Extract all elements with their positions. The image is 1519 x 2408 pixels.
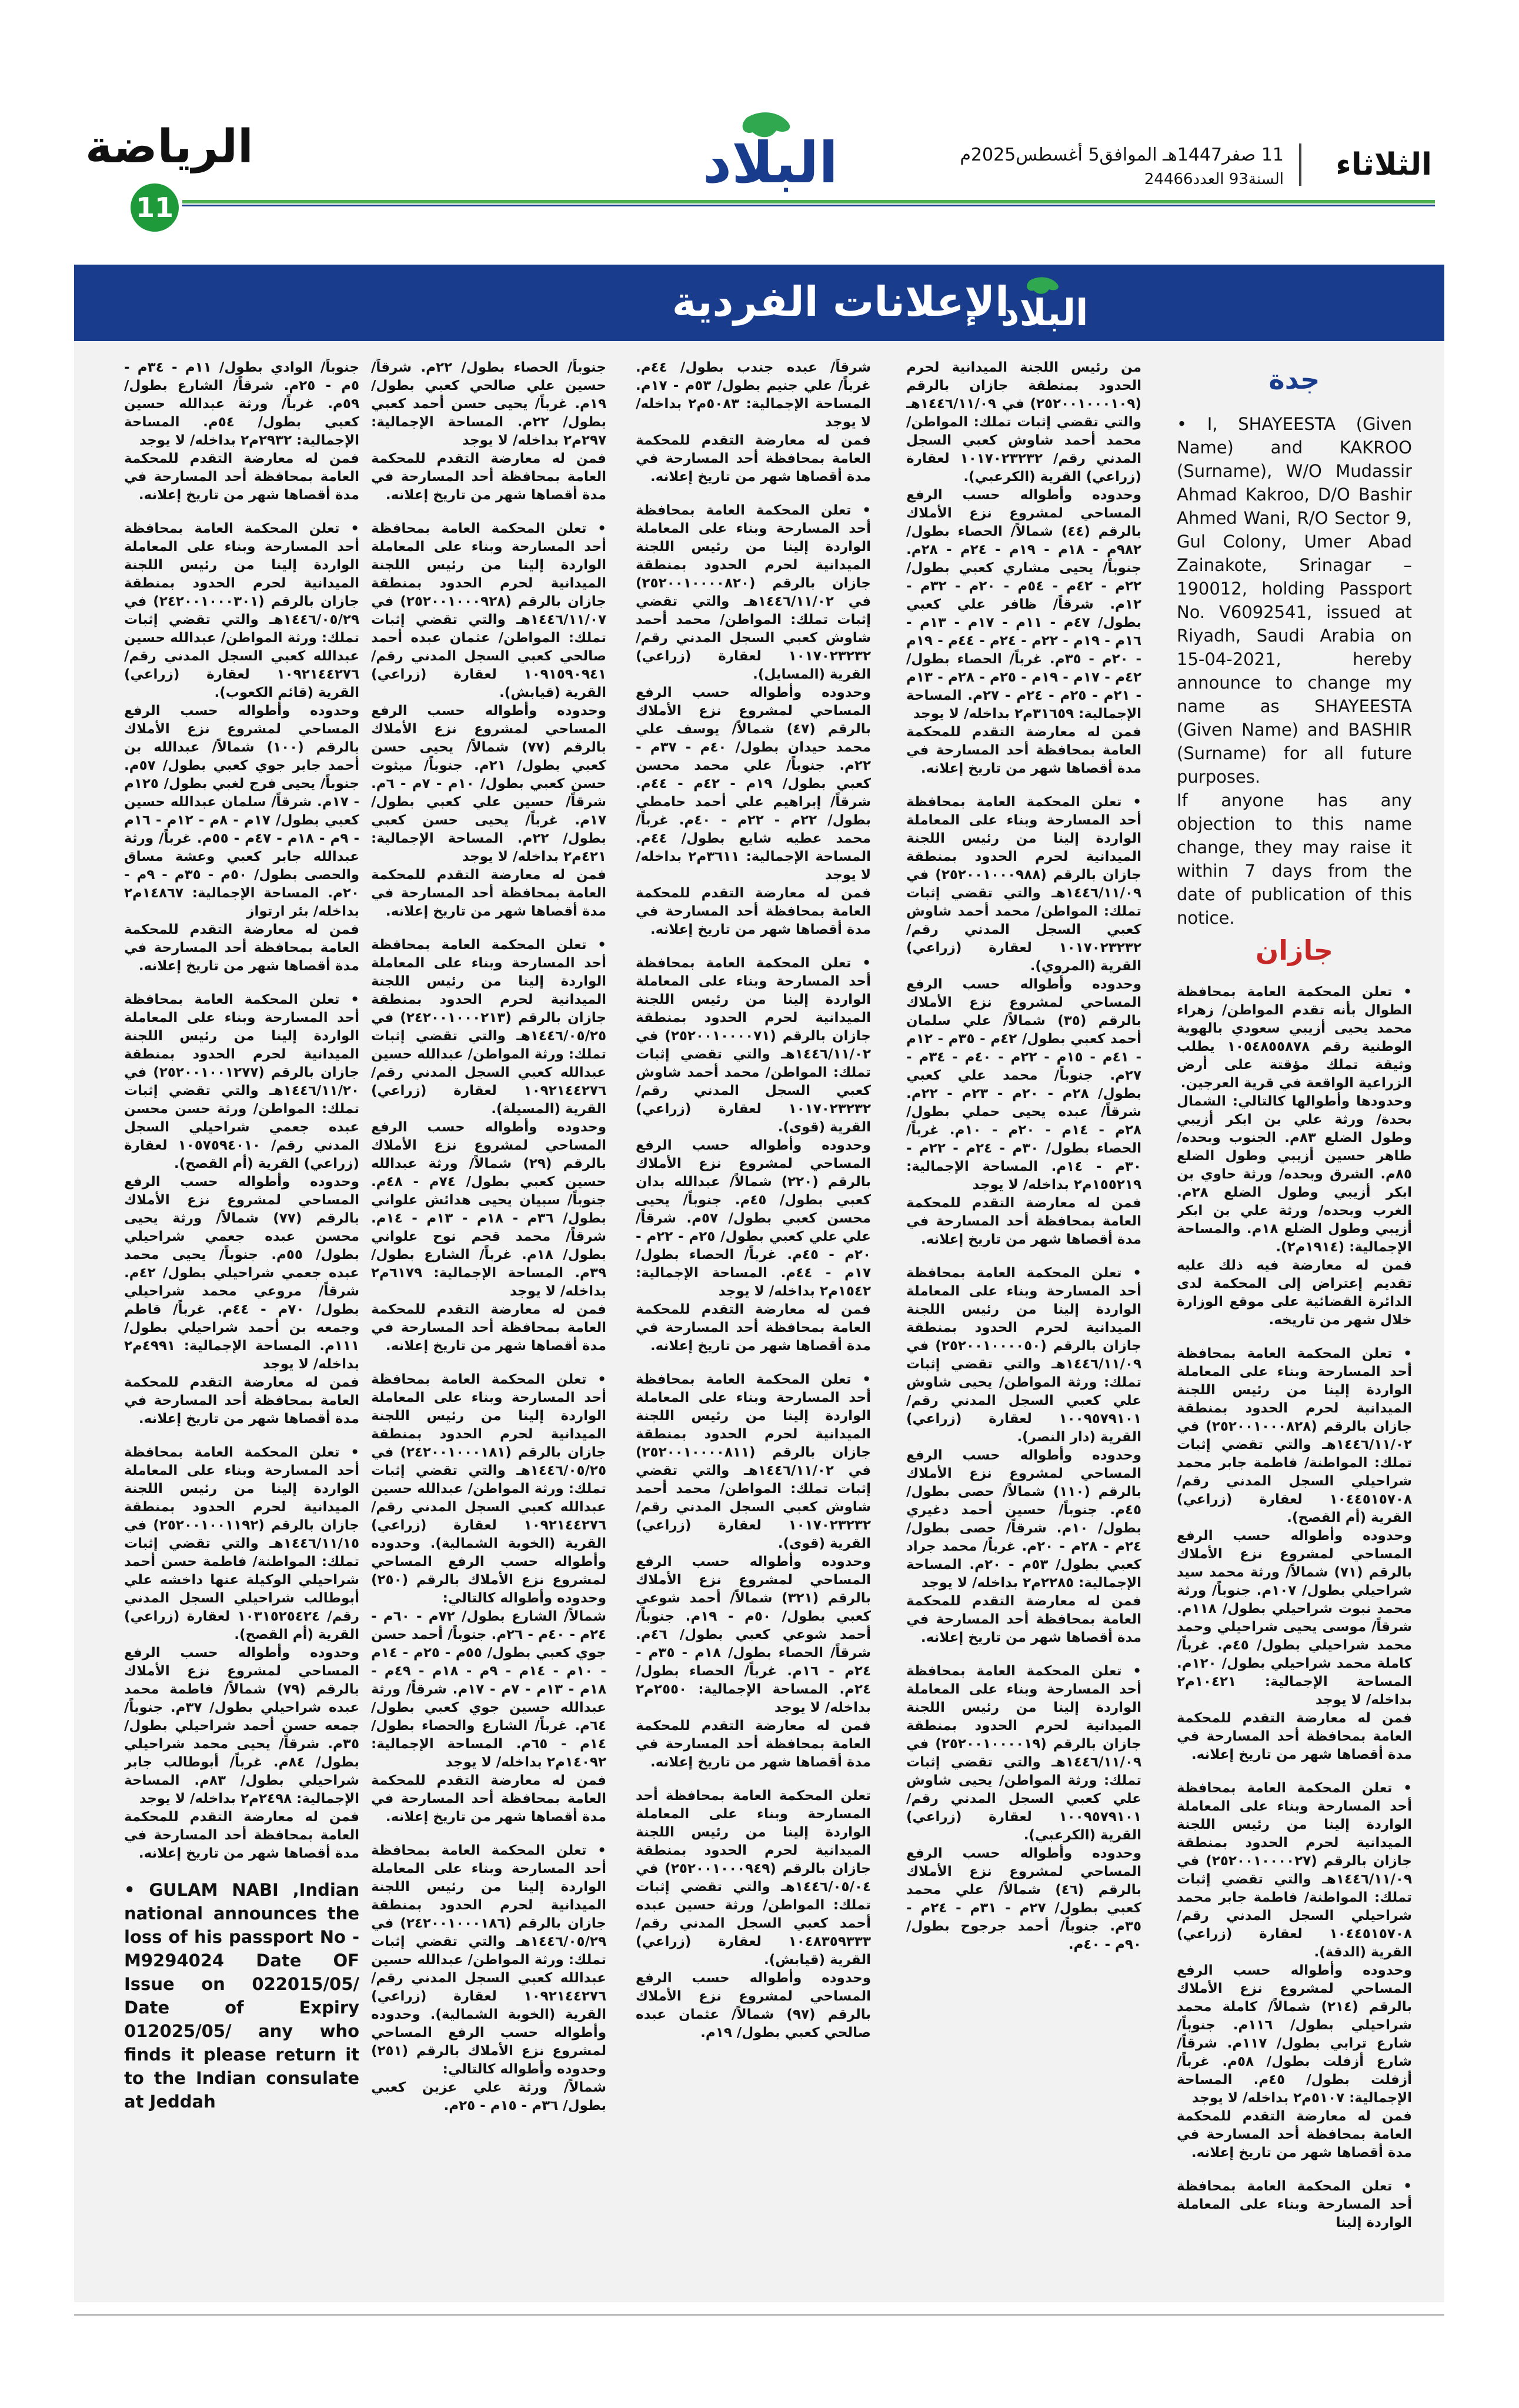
logo-text: البلاد [702, 130, 839, 194]
spacer [124, 505, 359, 520]
notice-text: فمن له معارضة التقدم للمحكمة العامة بمحافظة أحد المسارحة في مدة أقصاها شهر من تاريخ إعلانه. [1177, 1711, 1412, 1762]
notice-text: • تعلن المحكمة العامة بمحافظة أحد المسارحة وبناء على المعاملة الواردة إلينا من رئيس اللجنة الميدانية لحرم الحدود بمنطقة جازان بالرقم (٢٤٢٠٠١٠٠٠٢١٣) في ١٤٤٦/٠٥/٢٥هـ والتي تقضي إثبات تملك: ورثة المواطن/ عبدالله حسين عبدالله كعبي السجل المدني رقم/ ١٠٩٢١٤٤٢٧٦ لعقارة (زراعي) القرية (المسيلة). [371, 937, 606, 1117]
notice-text: وحدوده وأطواله حسب الرفع المساحي لمشروع نزع الأملاك بالرقم (٢١٤) شمالاً/ كاملة محمد شراحيلي بطول/ ١١٦م. جنوباً/ شارع ترابي بطول/ ١١٧م. شرقاً/ شارع أزفلت بطول/ ٥٨م. غرباً/ أزفلت بطول/ ٤٥م. المساحة الإجمالية: ٥١٠٧م٢ بداخله/ لا يوجد [1177, 1963, 1412, 2106]
spacer [124, 1863, 359, 1878]
spacer [124, 1428, 359, 1444]
notice-text: • تعلن المحكمة العامة بمحافظة أحد المسارحة وبناء على المعاملة الواردة إلينا [1177, 2179, 1412, 2230]
notice-text: فمن له معارضة التقدم للمحكمة العامة بمحافظة أحد المسارحة في مدة أقصاها شهر من تاريخ إعلانه. [906, 724, 1141, 776]
notice-text: فمن له معارضة التقدم للمحكمة العامة بمحافظة أحد المسارحة في مدة أقصاها شهر من تاريخ إعلانه. [371, 1773, 606, 1825]
notice-text: فمن له معارضة التقدم للمحكمة العامة بمحافظة أحد المسارحة في مدة أقصاها شهر من تاريخ إعلانه. [124, 1809, 359, 1861]
notice-text: فمن له معارضة التقدم للمحكمة العامة بمحافظة أحد المسارحة في مدة أقصاها شهر من تاريخ إعلانه. [371, 867, 606, 919]
page-number-badge: 11 [131, 183, 179, 232]
name-change-objection: If anyone has any objection to this name change, they may raise it within 7 days from the date of publication of this notice. [1177, 790, 1412, 928]
notice-text: • تعلن المحكمة العامة بمحافظة أحد المسارحة وبناء على المعاملة الواردة إلينا من رئيس اللجنة الميدانية لحرم الحدود بمنطقة جازان بالرقم (٢٥٢٠٠١٠٠٠٠٧١) في ١٤٤٦/١١/٠٢هـ والتي تقضي إثبات تملك: المواطن/ محمد أحمد شاوش كعبي السجل المدني رقم/ ١٠١٧٠٢٣٢٣٢ لعقارة (زراعي) القرية (قوى). [636, 956, 871, 1135]
notice-text: شرقاً/ عبده جندب بطول/ ٤٤م. غرباً/ علي جنيم بطول/ ٥٣م - ١٧م. المساحة الإجمالية: ٥٠٨٣م٢ بداخله/ لا يوجد [636, 360, 871, 430]
notice-text: فمن له معارضة التقدم للمحكمة العامة بمحافظة أحد المسارحة في مدة أقصاها شهر من تاريخ إعلانه. [371, 1302, 606, 1354]
spacer [636, 939, 871, 954]
column-3 [636, 359, 871, 2299]
classifieds-content [74, 341, 1444, 2302]
notice-text: فمن له معارضة التقدم للمحكمة العامة بمحافظة أحد المسارحة في مدة أقصاها شهر من تاريخ إعلانه. [371, 451, 606, 503]
issue-day: الثلاثاء [1336, 147, 1432, 182]
notice-text: • تعلن المحكمة العامة بمحافظة أحد المسارحة وبناء على المعاملة الواردة إلينا من رئيس اللجنة الميدانية لحرم الحدود بمنطقة جازان بالرقم (٢٤٢٠٠١٠٠٠٣٠١) في ١٤٤٦/٠٥/٢٩هـ والتي تقضي إثبات تملك: ورثة المواطن/ عبدالله حسين عبدالله كعبي السجل المدني رقم/ ١٠٩٢١٤٤٢٧٦ لعقارة (زراعي) القرية (قائم الكعوب). [124, 521, 359, 700]
spacer [1177, 2162, 1412, 2177]
notice-text: • تعلن المحكمة العامة بمحافظة أحد المسارحة وبناء على المعاملة الواردة إلينا من رئيس اللجنة الميدانية لحرم الحدود بمنطقة جازان بالرقم (٢٤٢٠٠١٠٠٠١٨٦) في ١٤٤٦/٠٥/٢٩هـ والتي تقضي إثبات تملك: ورثة المواطن/ عبدالله حسين عبدالله كعبي السجل المدني رقم/ ١٠٩٢١٤٤٢٧٦ لعقارة (زراعي) القرية (الخوبة الشمالية). وحدوده وأطواله حسب الرفع المساحي لمشروع نزع الأملاك بالرقم (٢٥١) وحدوده وأطواله كالتالي: [371, 1843, 606, 2077]
notice-text: شمالاً/ الشارع بطول/ ٧٢م - ٦٠م - ٢٤م - ٤٠م - ٢٦م. جنوباً/ أحمد حسن جوي كعبي بطول/ ٥٥م - ٢٥م - ١٤م - ١٠م - ١٤م - ٩م - ١٨م - ٤٩م - ١٨م - ١٣م - ٧م - ١٧م. شرقاً/ ورثة عبدالله حسين جوي كعبي بطول/ ٦٤م. غرباً/ الشارع والحصاء بطول/ ١٤م - ٦٥م. المساحة الإجمالية: ١٤٠٩٢م٢ بداخله/ لا يوجد [371, 1609, 606, 1770]
notice-text: • تعلن المحكمة العامة بمحافظة أحد المسارحة وبناء على المعاملة الواردة إلينا من رئيس اللجنة الميدانية لحرم الحدود بمنطقة جازان بالرقم (٢٥٢٠٠١٠٠٠٨٢٨) في ١٤٤٦/١١/٠٢هـ والتي تقضي إثبات تملك: المواطنة/ فاطمة جابر محمد شراحيلي السجل المدني رقم/ ١٠٤٤٥١٥٧٠٨ لعقارة (زراعي) القرية (أم القصح). [1177, 1346, 1412, 1525]
name-change-notice: • I, SHAYEESTA (Given Name) and KAKROO (Surname), W/O Mudassir Ahmad Kakroo, D/O Bashir Ahmed Wani, R/O Sector 9, Gul Colony, Umer Abad Zainakote, Srinagar – 190012, holding Passport No. V6092541, issued at Riyadh, Saudi Arabia on 15-04-2021, hereby announce to change my name as SHAYEESTA (Given Name) and BASHIR (Surname) for all future purposes. [1177, 414, 1412, 787]
notice-text: • تعلن المحكمة العامة بمحافظة أحد المسارحة وبناء على المعاملة الواردة إلينا من رئيس اللجنة الميدانية لحرم الحدود بمنطقة جازان بالرقم (٢٥٢٠٠١٠٠٠٠١٩) في ١٤٤٦/١١/٠٩هـ والتي تقضي إثبات تملك: ورثة المواطن/ يحيى شاوش علي كعبي السجل المدني رقم/ ١٠٠٩٥٧٩١٠١ لعقارة (زراعي) القرية (الكرعبي). [906, 1664, 1141, 1843]
classifieds-banner [74, 265, 1444, 341]
notice-text: فمن له معارضة التقدم للمحكمة العامة بمحافظة أحد المسارحة في مدة أقصاها شهر من تاريخ إعلانه. [124, 451, 359, 503]
column-4 [371, 359, 606, 2299]
notice-text: وحدوده وأطواله حسب الرفع المساحي لمشروع نزع الأملاك بالرقم (٧٧) شمالاً/ يحيى حسن كعبي بطول/ ٢١م. جنوباً/ ميثوت حسن كعبي بطول/ ١٠م - ٧م - ٦م. شرقاً/ حسين علي كعبي بطول/ ١٧م. غرباً/ يحيى حسن كعبي بطول/ ٢٢م. المساحة الإجمالية: ٤٢١م٢ بداخله/ لا يوجد [371, 703, 606, 864]
banner-title: الإعلانات الفردية [672, 278, 1009, 326]
notice-text: وحدوده وأطواله حسب الرفع المساحي لمشروع نزع الأملاك بالرقم (٧١) شمالاً/ ورثة محمد سيد شراحيلي بطول/ ١٠٧م. جنوباً/ ورثة محمد نبوت شراحيلي بطول/ ١١٨م. شرقاً/ موسى يحيى شراحيلي وحمد محمد شراحيلي بطول/ ٤٥م. غرباً/ كاملة محمد شراحيلي بطول/ ١٢٠م. المساحة الإجمالية: ١٠٤٢١م٢ بداخله/ لا يوجد [1177, 1528, 1412, 1708]
notice-text: وحدوده وأطواله حسب الرفع المساحي لمشروع نزع الأملاك بالرقم (٧٩) شمالاً/ فاطمة محمد عبده شراحيلي بطول/ ٣٧م. جنوباً/ جمعه حسن أحمد شراحيلي بطول/ ٣٥م. شرقاً/ يحيى محمد شراحيلي بطول/ ٨٤م. غرباً/ أبوطالب جابر شراحيلي بطول/ ٨٣م. المساحة الإجمالية: ٢٤٩٨م٢ بداخله/ لا يوجد [124, 1645, 359, 1806]
spacer [906, 1647, 1141, 1662]
notice-text: وحدوده وأطواله حسب الرفع المساحي لمشروع نزع الأملاك بالرقم (٤٦) شمالاً/ علي محمد كعبي بطول/ ٢٧م - ٣١م - ٢٤م - ٣٥م. جنوباً/ أحمد جرجوح بطول/ ٩٠م - ٤٠م. [906, 1846, 1141, 1952]
notice-text: وحدوده وأطواله حسب الرفع المساحي لمشروع نزع الأملاك بالرقم (٢٩) شمالاً/ ورثة عبدالله حسين كعبي بطول/ ٧٤م - ٤٨م. جنوباً/ سبيان يحيى هدائش علواني بطول/ ٣٦م - ١٨م - ١٣م - ١٤م. شرقاً/ محمد قحم نوح علواني بطول/ ١٨م. غرباً/ الشارع بطول/ ٣٩م. المساحة الإجمالية: ٦١٧٩م٢ بداخله/ لا يوجد [371, 1120, 606, 1299]
notice-text: فمن له معارضة التقدم للمحكمة العامة بمحافظة أحد المسارحة في مدة أقصاها شهر من تاريخ إعلانه. [636, 433, 871, 485]
notice-text: جنوباً/ الوادي بطول/ ١١م - ٣٤م - ٥م - ٢٥م. شرقاً/ الشارع بطول/ ٥٩م. غرباً/ ورثة عبدالله حسين كعبي بطول/ ٥٤م. المساحة الإجمالية: ٢٩٣٢م٢ بداخله/ لا يوجد [124, 360, 359, 448]
spacer [906, 1249, 1141, 1264]
notice-text: وحدوده وأطواله حسب الرفع المساحي لمشروع نزع الأملاك بالرقم (٢٢٠) شمالاً/ عبدالله بدان كعبي بطول/ ٤٥م. جنوباً/ يحيى محسن كعبي بطول/ ٥٧م. شرقاً/ علي علي كعبي بطول/ ٢٥م - ٢٢م - ٢٠م - ٤٥م. غرباً/ الحصاء بطول/ ١٧م - ٤٤م. المساحة الإجمالية: ١٥٤٢م٢ بداخله/ لا يوجد [636, 1138, 871, 1299]
spacer [1177, 1330, 1412, 1345]
spacer [636, 1772, 871, 1787]
column-2 [906, 359, 1141, 2299]
notice-text: جنوباً/ الحصاء بطول/ ٢٢م. شرقاً/ حسين علي صالحي كعبي بطول/ ١٩م. غرباً/ يحيى حسن أحمد كعبي بطول/ ٢٢م. المساحة الإجمالية: ٢٩٧م٢ بداخله/ لا يوجد [371, 360, 606, 448]
notice-text: فمن له معارضة التقدم للمحكمة العامة بمحافظة أحد المسارحة في مدة أقصاها شهر من تاريخ إعلانه. [906, 1594, 1141, 1645]
notice-text: فمن له معارضة التقدم للمحكمة العامة بمحافظة أحد المسارحة في مدة أقصاها شهر من تاريخ إعلانه. [636, 1302, 871, 1354]
notice-text: فمن له معارضة فيه ذلك عليه تقديم إعتراض إلى المحكمة لدى الدائرة القضائية على موقع الوزارة خلال شهر من تاريخه. [1177, 1258, 1412, 1328]
notice-text: من رئيس اللجنة الميدانية لحرم الحدود بمنطقة جازان بالرقم (٢٥٢٠٠١٠٠٠١٠٩) في ١٤٤٦/١١/٠٩هـ والتي تقضي إثبات تملك: المواطن/ محمد أحمد شاوش كعبي السجل المدني رقم/ ١٠١٧٠٢٣٢٣٢ لعقارة (زراعي) القرية (الكرعبي). [906, 360, 1141, 485]
spacer [636, 486, 871, 502]
issue-number: السنة93 العدد24466 [1144, 171, 1284, 188]
notice-text: وحدوده وأطواله حسب الرفع المساحي لمشروع نزع الأملاك بالرقم (٤٤) شمالاً/ الحصاء بطول/ ٩٨٢م - ١٨م - ١٩م - ٢٤م - ٢٨م. جنوباً/ يحيى مشاري كعبي بطول/ ٢٢م - ٤٢م - ٥٤م - ٢٠م - ٣٢م - ١٢م. شرقاً/ ظافر علي كعبي بطول/ ٤٧م - ١١م - ١٧م - ١٣م - ١٦م - ١٩م - ٢٢م - ٢٤م - ٤٤م - ١٩م - ٢٠م - ٣٥م. غرباً/ الحصاء بطول/ ٤٢م - ١٧م - ١٩م - ٢٥م - ٢٨م - ١٣م - ٢١م - ٢٥م - ٢٤م - ٢٧م. المساحة الإجمالية: ٣١٦٥٩م٢ بداخله/ لا يوجد [906, 487, 1141, 722]
notice-text: فمن له معارضة التقدم للمحكمة العامة بمحافظة أحد المسارحة في مدة أقصاها شهر من تاريخ إعلانه. [124, 922, 359, 974]
notice-text: شمالاً/ ورثة علي عزين كعبي بطول/ ٣٦م - ١٥م - ٢٥م. [371, 2080, 606, 2113]
notice-text: • تعلن المحكمة العامة بمحافظة أحد المسارحة وبناء على المعاملة الواردة إلينا من رئيس اللجنة الميدانية لحرم الحدود بمنطقة جازان بالرقم (٢٥٢٠٠١٠٠٠٠٨١١) في ١٤٤٦/١١/٠٢هـ والتي تقضي إثبات تملك: المواطن/ محمد أحمد شاوش كعبي السجل المدني رقم/ ١٠١٧٠٢٣٢٣٢ لعقارة (زراعي) القرية (قوى). [636, 1372, 871, 1551]
spacer [371, 505, 606, 520]
city-heading-jeddah: جدة [1268, 363, 1320, 395]
notice-text: وحدوده وأطواله حسب الرفع المساحي لمشروع نزع الأملاك بالرقم (٧٧) شمالاً/ ورثة يحيى محسن عبده جعمي شراحيلي بطول/ ٥٥م. جنوباً/ يحيى محمد عبده جعمي شراحيلي بطول/ ٤٢م. شرقاً/ مروعي محمد شراحيلي بطول/ ٧٠م - ٤٤م. غرباً/ قاطم وجمعه بن أحمد شراحيلي بطول/ ١١١م. المساحة الإجمالية: ٤٩٩١م٢ بداخله/ لا يوجد [124, 1174, 359, 1372]
notice-text: فمن له معارضة التقدم للمحكمة العامة بمحافظة أحد المسارحة في مدة أقصاها شهر من تاريخ إعلانه. [636, 886, 871, 937]
banner-logo-text: البلاد [1000, 291, 1089, 332]
notice-text: وحدوده وأطواله حسب الرفع المساحي لمشروع نزع الأملاك بالرقم (٤٧) شمالاً/ يوسف علي محمد حيدان بطول/ ٤٠م - ٣٧م - ٢٢م. جنوباً/ علي محمد محسن كعبي بطول/ ١٩م - ٤٢م - ٤٤م. شرقاً/ إبراهيم علي أحمد حامطي بطول/ ٢٢م - ٢٢م - ٤٠م. غرباً/ محمد عطيه شايع بطول/ ٤٤م. المساحة الإجمالية: ٣٦١١م٢ بداخله/ لا يوجد [636, 685, 871, 883]
spacer [1177, 1764, 1412, 1779]
lost-passport-notice: • GULAM NABI ,Indian national announces the loss of his passport No - M9294024 Date OF Issue on 022015/05/ Date of Expiry 012025/05/ any who finds it please return it to the Indian consulate at Jeddah [124, 1880, 359, 2112]
spacer [906, 778, 1141, 793]
masthead-rule-green [182, 200, 1435, 203]
notice-text: • تعلن المحكمة العامة بمحافظة أحد المسارحة وبناء على المعاملة الواردة إلينا من رئيس اللجنة الميدانية لحرم الحدود بمنطقة جازان بالرقم (٢٥٢٠٠١٠٠٠٠٢٧) في ١٤٤٦/١١/٠٩هـ والتي تقضي إثبات تملك: المواطنة/ فاطمة جابر محمد شراحيلي السجل المدني رقم/ ١٠٤٤٥١٥٧٠٨ لعقارة (زراعي) القرية (الدقة). [1177, 1781, 1412, 1960]
notice-text: • تعلن المحكمة العامة بمحافظة أحد المسارحة وبناء على المعاملة الواردة إلينا من رئيس اللجنة الميدانية لحرم الحدود بمنطقة جازان بالرقم (٢٥٢٠٠١٠٠١١٩٢) في ١٤٤٦/١١/١٥هـ والتي تقضي إثبات تملك: المواطنة/ فاطمة حسن أحمد شراحيلي الوكيلة عنها داخشه علي أبوطالب شراحيلي السجل المدني رقم/ ١٠٣١٥٢٥٤٢٤ لعقارة (زراعي) القرية (أم القصح). [124, 1445, 359, 1642]
notice-text: وحدوده وأطواله حسب الرفع المساحي لمشروع نزع الأملاك بالرقم (١١٠) شمالاً/ حصى بطول/ ٤٥م. جنوباً/ حسين أحمد دغيري بطول/ ١٠م. شرقاً/ حصى بطول/ ٢٤م - ٢٨م - ٢٠م. غرباً/ محمد جراد كعبي بطول/ ٥٣م - ٢٠م. المساحة الإجمالية: ٢٢٨٥م٢ بداخله/ لا يوجد [906, 1448, 1141, 1591]
spacer [124, 976, 359, 991]
notice-text: فمن له معارضة التقدم للمحكمة العامة بمحافظة أحد المسارحة في مدة أقصاها شهر من تاريخ إعلانه. [906, 1195, 1141, 1247]
column-5 [124, 359, 359, 2299]
footer-rule [74, 2314, 1444, 2316]
masthead [0, 0, 1519, 223]
section-name: الرياضة [85, 121, 253, 173]
notice-text: وحدوده وأطواله حسب الرفع المساحي لمشروع نزع الأملاك بالرقم (٣٥) شمالاً/ علي سلمان أحمد كعبي بطول/ ٤٢م - ٣٥م - ١٢م - ٤١م - ١٥م - ٢٢م - ٤٠م - ٣٤م - ٢٧م. جنوباً/ محمد علي كعبي بطول/ ٢٨م - ٢٠م - ٢٣م - ٢٢م. شرقاً/ عبده يحيى حملي بطول/ ٢٨م - ١٤م - ٢٠م - ١٠م. غرباً/ الحصاء بطول/ ٣٠م - ٢٤م - ٢٢م - ٣٠م - ١٤م. المساحة الإجمالية: ١٥٥٢١٩م٢ بداخله/ لا يوجد [906, 977, 1141, 1193]
albilad-logo [659, 106, 882, 194]
notice-text: • تعلن المحكمة العامة بمحافظة أحد المسارحة وبناء على المعاملة الواردة إلينا من رئيس اللجنة الميدانية لحرم الحدود بمنطقة جازان بالرقم (٢٥٢٠٠١٠٠٠٠٨٢٠) في ١٤٤٦/١١/٠٢هـ والتي تقضي إثبات تملك: المواطن/ محمد أحمد شاوش كعبي السجل المدني رقم/ ١٠١٧٠٢٣٢٣٢ لعقارة (زراعي) القرية (المسايل). [636, 503, 871, 682]
issue-date: 11 صفر1447هـ الموافق5 أغسطس2025م [960, 145, 1284, 165]
spacer [371, 921, 606, 936]
notice-text: وحدوده وأطواله حسب الرفع المساحي لمشروع نزع الأملاك بالرقم (٩٧) شمالاً/ عثمان عبده صالحي كعبي بطول/ ١٩م. [636, 1971, 871, 2040]
column-1 [1177, 359, 1412, 2299]
spacer [371, 1826, 606, 1842]
notice-text: فمن له معارضة التقدم للمحكمة العامة بمحافظة أحد المسارحة في مدة أقصاها شهر من تاريخ إعلانه. [1177, 2109, 1412, 2160]
notice-text: • تعلن المحكمة العامة بمحافظة أحد المسارحة وبناء على المعاملة الواردة إلينا من رئيس اللجنة الميدانية لحرم الحدود بمنطقة جازان بالرقم (٢٤٢٠٠١٠٠٠١٨١) في ١٤٤٦/٠٥/٢٥هـ والتي تقضي إثبات تملك: ورثة المواطن/ عبدالله حسين عبدالله كعبي السجل المدني رقم/ ١٠٩٢١٤٤٢٧٦ لعقارة (زراعي) القرية (الخوبة الشمالية). وحدوده وأطواله حسب الرفع المساحي لمشروع نزع الأملاك بالرقم (٢٥٠) وحدوده وأطواله كالتالي: [371, 1372, 606, 1606]
notice-text: • تعلن المحكمة العامة بمحافظة أحد المسارحة وبناء على المعاملة الواردة إلينا من رئيس اللجنة الميدانية لحرم الحدود بمنطقة جازان بالرقم (٢٥٢٠٠١٠٠٠٠٥٠) في ١٤٤٦/١١/٠٩هـ والتي تقضي إثبات تملك: ورثة المواطن/ يحيى شاوش علي كعبي السجل المدني رقم/ ١٠٠٩٥٧٩١٠١ لعقارة (زراعي) القرية (دار النصر). [906, 1265, 1141, 1445]
notice-text: وحدوده وأطواله حسب الرفع المساحي لمشروع نزع الأملاك بالرقم (٣٢١) شمالاً/ أحمد شوعي كعبي بطول/ ٥٠م - ١٩م. جنوباً/ أحمد شوعي كعبي بطول/ ٤٦م. شرقاً/ الحصاء بطول/ ١٨م - ٣٥م - ٢٤م - ١٦م. غرباً/ الحصاء بطول/ ٢٤م. المساحة الإجمالية: ٢٥٥٠م٢ بداخله/ لا يوجد [636, 1554, 871, 1715]
notice-text: فمن له معارضة التقدم للمحكمة العامة بمحافظة أحد المسارحة في مدة أقصاها شهر من تاريخ إعلانه. [636, 1718, 871, 1770]
masthead-separator [1299, 143, 1301, 186]
notice-text: تعلن المحكمة العامة بمحافظة أحد المسارحة وبناء على المعاملة الواردة إلينا من رئيس اللجنة الميدانية لحرم الحدود بمنطقة جازان بالرقم (٢٥٢٠٠١٠٠٠٩٤٩) في ١٤٤٦/٠٥/٠٤هـ والتي تقضي إثبات تملك: المواطن/ ورثة حسين عبده أحمد كعبي السجل المدني رقم/ ١٠٤٨٣٥٩٣٣٣ لعقارة (زراعي) القرية (قيابش). [636, 1788, 871, 1968]
notice-text: فمن له معارضة التقدم للمحكمة العامة بمحافظة أحد المسارحة في مدة أقصاها شهر من تاريخ إعلانه. [124, 1375, 359, 1427]
notice-text: • تعلن المحكمة العامة بمحافظة أحد المسارحة وبناء على المعاملة الواردة إلينا من رئيس اللجنة الميدانية لحرم الحدود بمنطقة جازان بالرقم (٢٥٢٠٠١٠٠٠٩٢٨) في ١٤٤٦/١١/٠٧هـ والتي تقضي إثبات تملك: المواطن/ عثمان عبده أحمد صالحي كعبي السجل المدني رقم/ ١٠٩١٥٩٠٩٤١ لعقارة (زراعي) القرية (قيابش). [371, 521, 606, 700]
notice-text: وحدودها وأطوالها كالتالي: الشمال بحدة/ ورثة علي بن ابكر أزيبي وطول الضلع ٨٣م. الجنوب وبحده/ طاهر حسين أزيبي وطول الضلع ٨٥م. الشرق وبحده/ ورثة حاوي بن ابكر أزيبي وطول الضلع ٢٨م. الغرب وبحده/ ورثة علي بن ابكر أزيبي وطول الضلع ١٨م. والمساحة الإجمالية: (١٩١٤م٢). [1177, 1094, 1412, 1255]
notice-text: • تعلن المحكمة العامة بمحافظة الطوال بأنه تقدم المواطن/ زهراء محمد يحيى أزيبي سعودي بالهوية الوطنية رقم ١٠٥٤٨٥٥٨٧٨ يطلب وثيقة تملك مؤقتة على أرض الزراعية الواقعة في قرية العرجين. [1177, 984, 1412, 1091]
city-heading-jazan: جازان [1256, 934, 1333, 966]
spacer [371, 1355, 606, 1371]
spacer [636, 1355, 871, 1371]
notice-text: وحدوده وأطواله حسب الرفع المساحي لمشروع نزع الأملاك بالرقم (١٠٠) شمالاً/ عبدالله بن أحمد جابر جوي كعبي بطول/ ٥٧م. جنوباً/ يحيى فرج لغبي بطول/ ١٢٥م - ١٧م. شرقاً/ سلمان عبدالله حسين كعبي بطول/ ١٧م - ٨م - ١٢م - ١٦م - ٩م - ١٨م - ٤٧م - ٥٥م. غرباً/ ورثة عبدالله جابر كعبي وعشة مساق والحصى بطول/ ٥٠م - ٣٥م - ٩م - ٢٠م. المساحة الإجمالية: ١٤٨٦٧م٢ بداخله/ بئر ارتواز [124, 703, 359, 919]
masthead-rule-blue [182, 205, 1435, 206]
notice-text: • تعلن المحكمة العامة بمحافظة أحد المسارحة وبناء على المعاملة الواردة إلينا من رئيس اللجنة الميدانية لحرم الحدود بمنطقة جازان بالرقم (٢٥٢٠٠١٠٠٠٩٨٨) في ١٤٤٦/١١/٠٩هـ والتي تقضي إثبات تملك: المواطن/ محمد أحمد شاوش كعبي السجل المدني رقم/ ١٠١٧٠٢٣٢٣٢ لعقارة (زراعي) القرية (المروي). [906, 794, 1141, 974]
notice-text: • تعلن المحكمة العامة بمحافظة أحد المسارحة وبناء على المعاملة الواردة إلينا من رئيس اللجنة الميدانية لحرم الحدود بمنطقة جازان بالرقم (٢٥٢٠٠١٠٠١٢٧٧) في ١٤٤٦/١١/٢٠هـ والتي تقضي إثبات تملك: المواطن/ ورثة حسن محسن عبده جعمي شراحيلي السجل المدني رقم/ ١٠٥٧٥٩٤٠١٠ لعقارة (زراعي) القرية (أم القصح). [124, 992, 359, 1171]
